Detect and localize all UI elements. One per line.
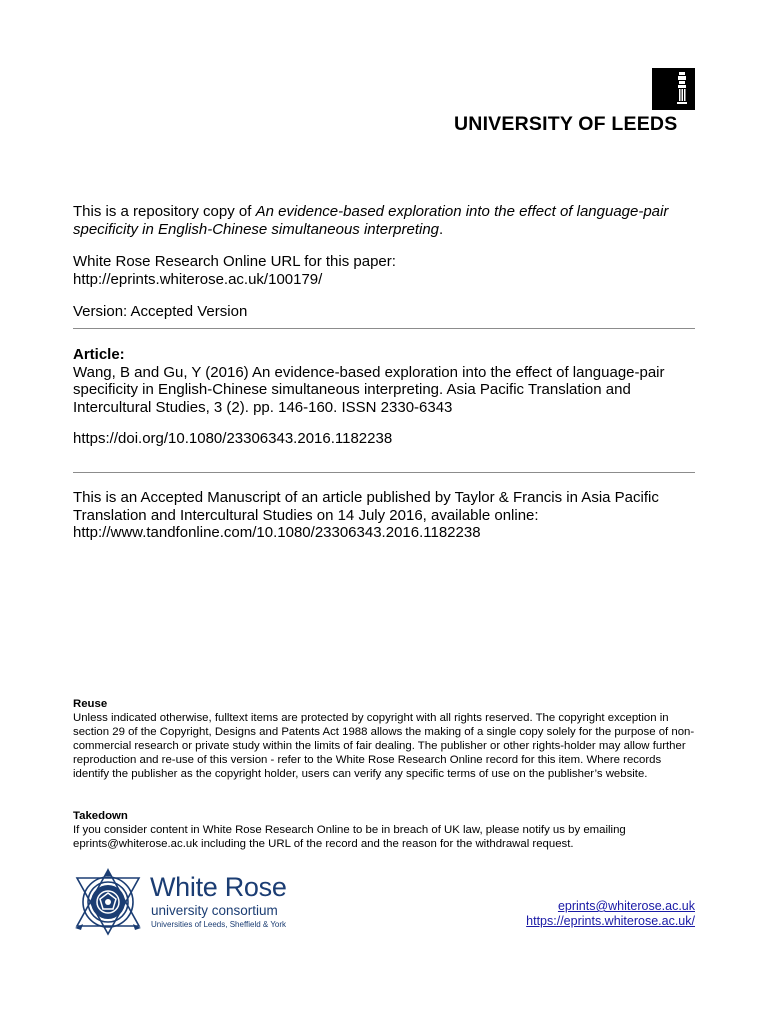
email-link[interactable]: eprints@whiterose.ac.uk: [557, 899, 695, 913]
divider: [73, 328, 695, 329]
reuse-body: Unless indicated otherwise, fulltext items are protected by copyright with all rights reserved. The copyright exception in section 29 of the Copyright, Designs and Patents Act 1988 allows the making of a single copy solely for the purpose of non-commercial research or private study within the limits of fair dealing. The publisher or other rights-holder may allow further reproduction and re-use of this version - refer to the White Rose Research Online record for this item. Where records identify the publisher as the copyright holder, users can verify any specific terms of use on the publisher’s website.: [73, 712, 695, 780]
takedown-heading: Takedown: [73, 810, 128, 822]
university-of-leeds-logo: [454, 68, 696, 134]
reuse-heading: Reuse: [73, 698, 108, 710]
url-label: White Rose Research Online URL for this paper:: [73, 253, 396, 270]
university-name: UNIVERSITY OF LEEDS: [454, 113, 678, 135]
manuscript-url[interactable]: http://www.tandfonline.com/10.1080/23306343.2016.1182238: [73, 524, 481, 541]
paper-url[interactable]: http://eprints.whiterose.ac.uk/100179/: [73, 270, 323, 288]
white-rose-emblem-icon: [73, 868, 143, 938]
version-line: Version: Accepted Version: [73, 303, 248, 320]
article-block: [73, 346, 698, 416]
takedown-body: If you consider content in White Rose Research Online to be in breach of UK law, please notify us by emailing eprints@whiterose.ac.uk including the URL of the record and the reason for the withdrawal request.: [73, 824, 626, 850]
divider: [73, 472, 695, 473]
website-link[interactable]: https://eprints.whiterose.ac.uk/: [526, 913, 695, 928]
url-block: [73, 253, 698, 288]
repository-statement: [73, 203, 698, 238]
doi-link[interactable]: https://doi.org/10.1080/23306343.2016.1182238: [73, 430, 393, 447]
takedown-section: [73, 809, 703, 851]
leeds-tower-icon: [652, 68, 695, 110]
contact-links: [526, 899, 695, 928]
paper-title-end: .: [439, 220, 444, 238]
reuse-section: [73, 697, 698, 781]
manuscript-line-1: This is an Accepted Manuscript of an article published by Taylor & Francis in Asia Pacific: [73, 489, 659, 506]
white-rose-universities: Universities of Leeds, Sheffield & York: [151, 920, 287, 929]
manuscript-line-2: Translation and Intercultural Studies on 14 July 2016, available online:: [73, 506, 539, 524]
white-rose-logo: [73, 868, 295, 938]
article-citation: Wang, B and Gu, Y (2016) An evidence-based exploration into the effect of language-pair specificity in English-Chinese simultaneous interpreting. Asia Pacific Translation and Intercultural Studies, 3 (2). pp. 146-160. ISSN 2330-6343: [73, 363, 665, 416]
article-heading: Article:: [73, 346, 125, 363]
manuscript-statement: [73, 489, 698, 542]
paper-title: An evidence-based exploration into the effect of language-pair specificity in English-Chinese simultaneous interpreting: [73, 203, 669, 238]
repository-intro: This is a repository copy of: [73, 203, 256, 220]
white-rose-title: White Rose: [150, 872, 287, 902]
white-rose-subtitle: university consortium: [151, 903, 278, 918]
